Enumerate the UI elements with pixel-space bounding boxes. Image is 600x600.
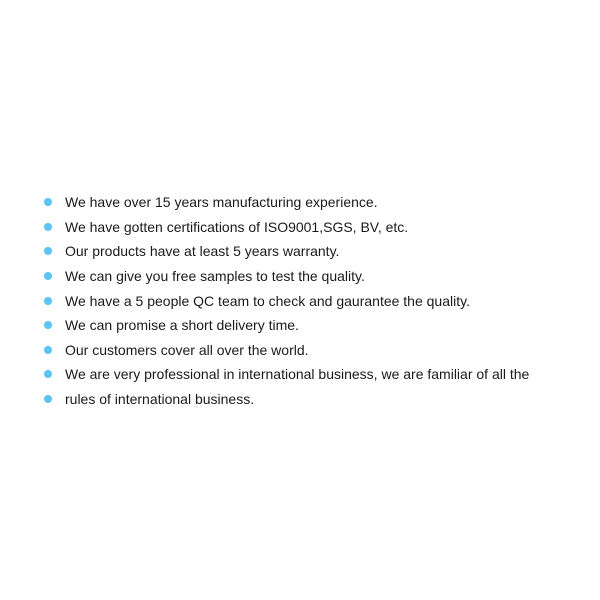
- feature-list: [38, 190, 578, 411]
- list-item: [38, 338, 578, 363]
- bullet-dot-icon: [44, 297, 52, 305]
- feature-text: Our products have at least 5 years warranty.: [65, 243, 340, 260]
- bullet-dot-icon: [44, 247, 52, 255]
- list-item: [38, 215, 578, 240]
- list-item: [38, 288, 578, 313]
- feature-text: Our customers cover all over the world.: [65, 341, 309, 358]
- bullet-dot-icon: [44, 321, 52, 329]
- list-item: [38, 387, 578, 412]
- feature-text: rules of international business.: [65, 391, 255, 408]
- feature-text: We have a 5 people QC team to check and gaurantee the quality.: [65, 292, 470, 309]
- bullet-dot-icon: [44, 223, 52, 231]
- bullet-dot-icon: [44, 395, 52, 403]
- list-item: [38, 264, 578, 289]
- feature-text: We have gotten certifications of ISO9001,SGS, BV, etc.: [65, 218, 409, 235]
- list-item: [38, 190, 578, 215]
- bullet-dot-icon: [44, 370, 52, 378]
- feature-text: We can give you free samples to test the quality.: [65, 268, 365, 285]
- feature-text: We are very professional in international business, we are familiar of all the: [65, 366, 530, 383]
- list-item: [38, 239, 578, 264]
- list-item: [38, 313, 578, 338]
- feature-text: We have over 15 years manufacturing experience.: [65, 194, 378, 211]
- feature-text: We can promise a short delivery time.: [65, 317, 299, 334]
- bullet-dot-icon: [44, 346, 52, 354]
- list-item: [38, 362, 578, 387]
- bullet-dot-icon: [44, 198, 52, 206]
- bullet-dot-icon: [44, 272, 52, 280]
